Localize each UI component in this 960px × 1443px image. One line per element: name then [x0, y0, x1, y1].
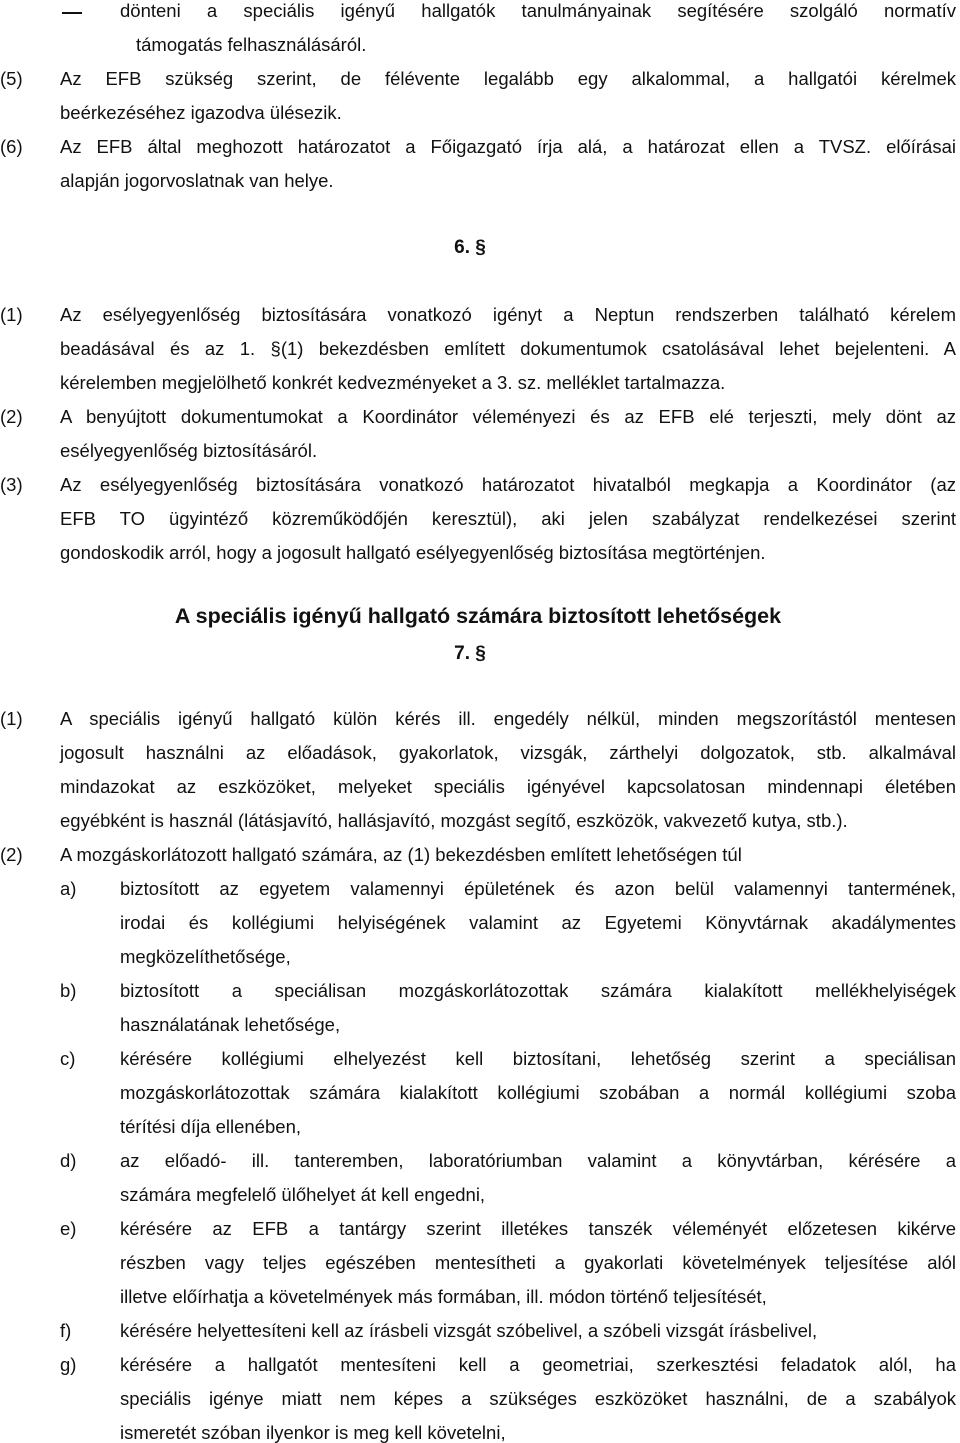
s6-p3-line-1: Az esélyegyenlőség biztosítására vonatkozó határozatot hivatalból megkapja a Koordinátor (az: [60, 474, 956, 495]
item-g-line-2: speciális igénye miatt nem képes a szükséges eszközöket használni, de a szabályok: [120, 1388, 956, 1409]
item-g-line-1: kérésére a hallgatót mentesíteni kell a geometriai, szerkesztési feladatok alól, ha: [120, 1354, 956, 1375]
item-a-label: a): [60, 878, 77, 899]
s7-p1-number: (1): [0, 708, 23, 729]
p6-number: (6): [0, 136, 23, 157]
s6-p3-number: (3): [0, 474, 23, 495]
item-a-line-1: biztosított az egyetem valamennyi épületének és azon belül valamennyi tantermének,: [120, 878, 956, 899]
item-a-line-2: irodai és kollégiumi helyiségének valamint az Egyetemi Könyvtárnak akadálymentes: [120, 912, 956, 933]
item-d-label: d): [60, 1150, 77, 1171]
dash-item-line-1: dönteni a speciális igényű hallgatók tanulmányainak segítésére szolgáló normatív: [120, 0, 956, 21]
s6-p3-line-2: EFB TO ügyintéző közreműködőjén keresztül), aki jelen szabályzat rendelkezései szerint: [60, 508, 956, 529]
item-c-line-2: mozgáskorlátozottak számára kialakított kollégiumi szobában a normál kollégiumi szoba: [120, 1082, 956, 1103]
s7-p2-number: (2): [0, 844, 23, 865]
section-heading: A speciális igényű hallgató számára biztosított lehetőségek: [174, 604, 782, 628]
item-c-line-3: térítési díja ellenében,: [120, 1116, 302, 1137]
item-b-line-1: biztosított a speciálisan mozgáskorlátozottak számára kialakított mellékhelyiségek: [120, 980, 956, 1001]
p5-line-1: Az EFB szükség szerint, de félévente legalább egy alkalommal, a hallgatói kérelmek: [60, 68, 956, 89]
dash-item-line-2: támogatás felhasználásáról.: [136, 34, 367, 55]
p5-line-2: beérkezéséhez igazodva ülésezik.: [60, 102, 342, 123]
s6-p3-line-3: gondoskodik arról, hogy a jogosult hallgató esélyegyenlőség biztosítása megtörténjen.: [60, 542, 766, 563]
item-d-line-2: számára megfelelő ülőhelyet át kell engedni,: [120, 1184, 486, 1205]
section-7-title: 7. §: [454, 643, 486, 664]
item-e-line-1: kérésére az EFB a tantárgy szerint illetékes tanszék véleményét előzetesen kikérve: [120, 1218, 956, 1239]
s6-p1-line-3: kérelemben megjelölhető konkrét kedvezményeket a 3. sz. melléklet tartalmazza.: [60, 372, 726, 393]
p5-number: (5): [0, 68, 23, 89]
s6-p1-number: (1): [0, 304, 23, 325]
s6-p2-line-1: A benyújtott dokumentumokat a Koordinátor véleményezi és az EFB elé terjeszti, mely dönt az: [60, 406, 956, 427]
s7-p1-line-3: mindazokat az eszközöket, melyeket speciális igényével kapcsolatosan mindennapi életében: [60, 776, 956, 797]
item-g-label: g): [60, 1354, 77, 1375]
s6-p2-number: (2): [0, 406, 23, 427]
item-e-line-3: illetve előírhatja a követelmények más formában, ill. módon történő teljesítését,: [120, 1286, 767, 1307]
item-f-line-1: kérésére helyettesíteni kell az írásbeli vizsgát szóbelivel, a szóbeli vizsgát írásbelivel,: [120, 1320, 818, 1341]
section-6-title: 6. §: [454, 237, 486, 258]
item-e-label: e): [60, 1218, 77, 1239]
item-c-line-1: kérésére kollégiumi elhelyezést kell biztosítani, lehetőség szerint a speciálisan: [120, 1048, 956, 1069]
p6-line-2: alapján jogorvoslatnak van helye.: [60, 170, 334, 191]
item-f-label: f): [60, 1320, 72, 1341]
s6-p2-line-2: esélyegyenlőség biztosításáról.: [60, 440, 318, 461]
item-g-line-3: ismeretét szóban ilyenkor is meg kell követelni,: [120, 1422, 506, 1443]
s7-p1-line-4: egyébként is használ (látásjavító, hallásjavító, mozgást segítő, eszközök, vakvezető kutya, stb.).: [60, 810, 848, 831]
dash-bullet: [62, 12, 82, 14]
s7-p1-line-1: A speciális igényű hallgató külön kérés ill. engedély nélkül, minden megszorítástól mentesen: [60, 708, 956, 729]
item-c-label: c): [60, 1048, 76, 1069]
s6-p1-line-2: beadásával és az 1. §(1) bekezdésben említett dokumentumok csatolásával lehet bejelenteni. A: [60, 338, 956, 359]
item-d-line-1: az előadó- ill. tanteremben, laboratóriumban valamint a könyvtárban, kérésére a: [120, 1150, 956, 1171]
item-b-line-2: használatának lehetősége,: [120, 1014, 341, 1035]
item-a-line-3: megközelíthetősége,: [120, 946, 291, 967]
s6-p1-line-1: Az esélyegyenlőség biztosítására vonatkozó igényt a Neptun rendszerben található kérelem: [60, 304, 956, 325]
item-b-label: b): [60, 980, 77, 1001]
s7-p1-line-2: jogosult használni az előadások, gyakorlatok, vizsgák, zárthelyi dolgozatok, stb. alkalmával: [60, 742, 956, 763]
s7-p2-line-1: A mozgáskorlátozott hallgató számára, az (1) bekezdésben említett lehetőségen túl: [60, 844, 742, 865]
item-e-line-2: részben vagy teljes egészében mentesítheti a gyakorlati követelmények teljesítése alól: [120, 1252, 956, 1273]
p6-line-1: Az EFB által meghozott határozatot a Főigazgató írja alá, a határozat ellen a TVSZ. előírásai: [60, 136, 956, 157]
